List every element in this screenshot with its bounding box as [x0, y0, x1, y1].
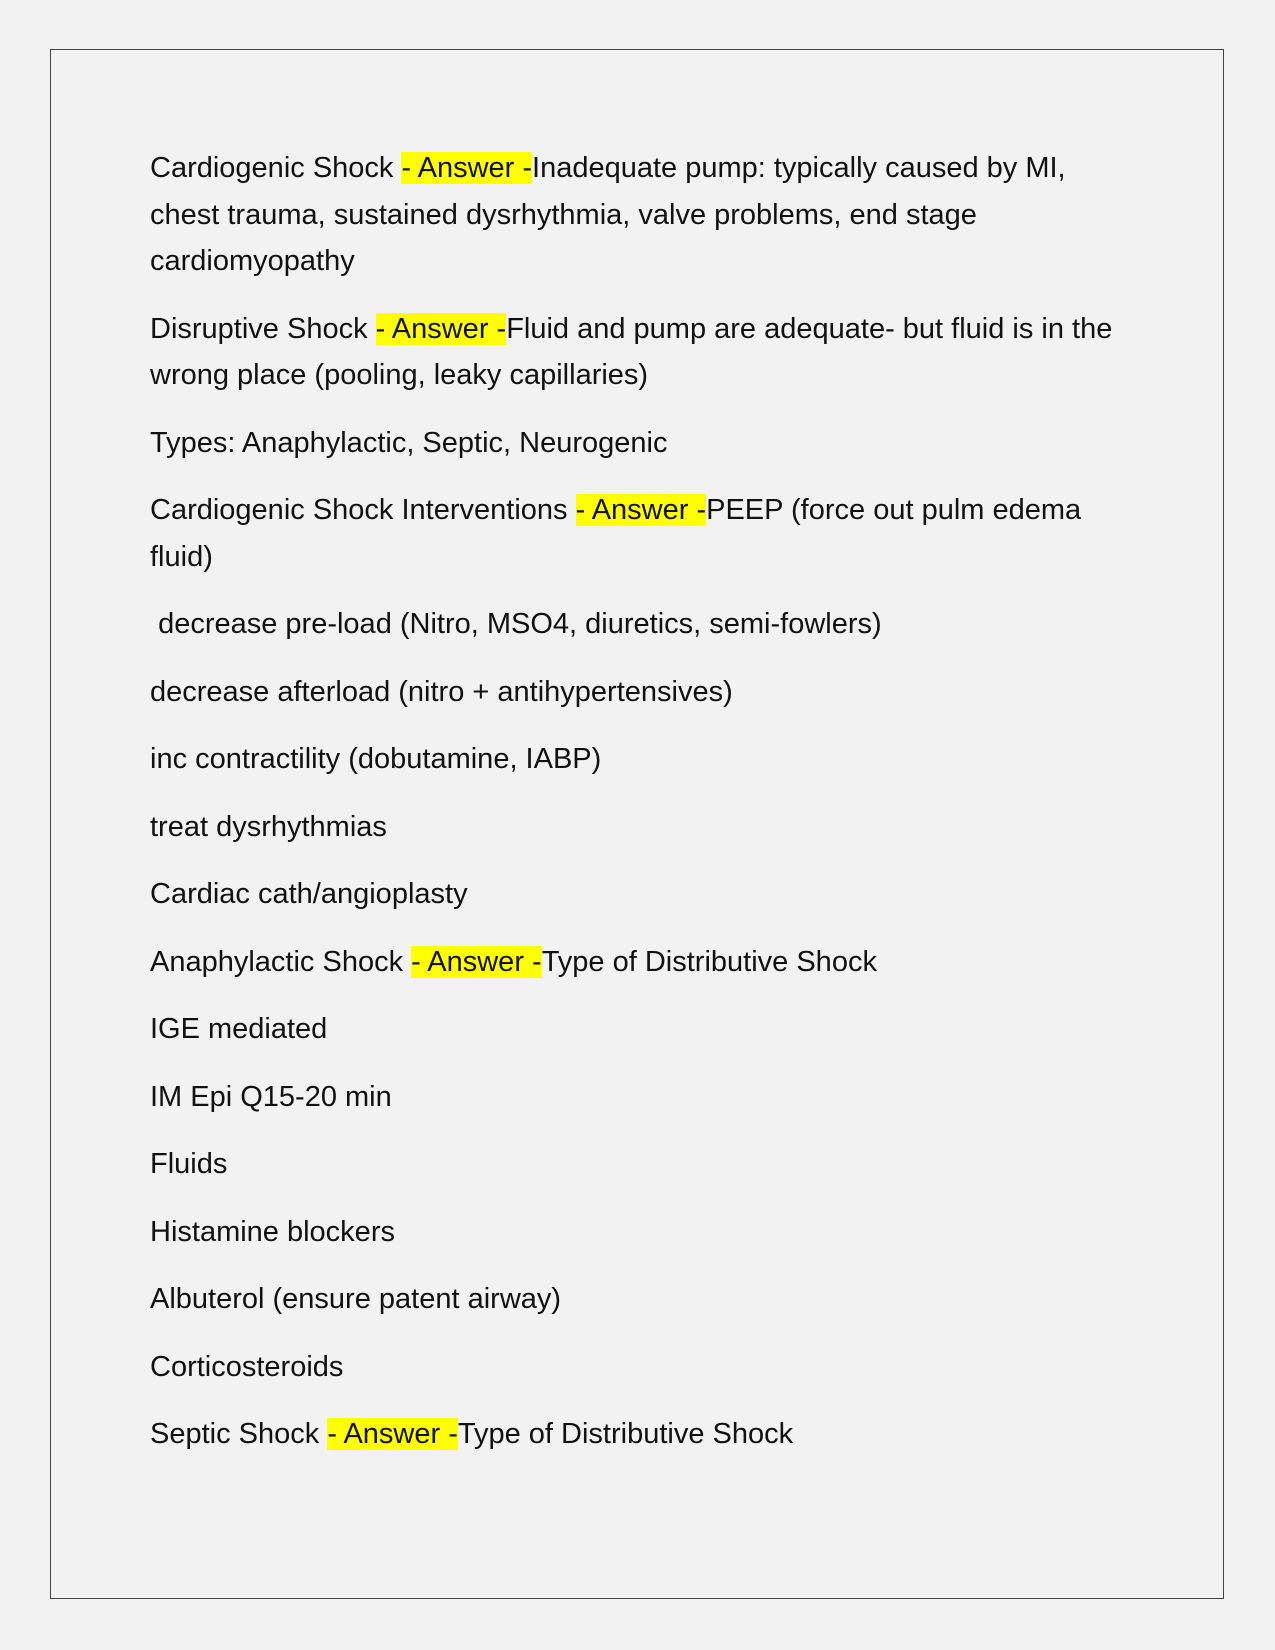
paragraph [150, 1209, 1130, 1256]
definition: decrease pre-load (Nitro, MSO4, diuretics, semi-fowlers) [150, 608, 882, 640]
definition: Fluids [150, 1148, 228, 1180]
definition: Type of Distributive Shock [457, 1418, 794, 1450]
definition: Corticosteroids [150, 1350, 344, 1383]
definition: decrease afterload (nitro + antihypertensives) [150, 675, 733, 708]
document-body [150, 145, 1130, 1479]
term: Cardiogenic Shock Interventions [150, 494, 576, 526]
paragraph [150, 145, 1130, 285]
paragraph [150, 487, 1130, 580]
paragraph [150, 601, 1130, 648]
definition: inc contractility (dobutamine, IABP) [150, 743, 602, 775]
paragraph [150, 804, 1130, 851]
term: Disruptive Shock [150, 312, 376, 345]
paragraph [150, 1006, 1130, 1053]
definition: Type of Distributive Shock [541, 945, 877, 978]
definition: Types: Anaphylactic, Septic, Neurogenic [150, 426, 668, 459]
definition: Inadequate pump: typically caused by MI, chest trauma, sustained dysrhythmia, valve problems, end stage cardiomyopathy [150, 152, 1066, 277]
answer-marker: - Answer - [411, 945, 542, 978]
paragraph [150, 306, 1130, 399]
paragraph [150, 1141, 1130, 1188]
definition: PEEP (force out pulm edema fluid) [150, 494, 1082, 573]
answer-marker: - Answer - [401, 152, 533, 184]
definition: IM Epi Q15-20 min [150, 1080, 392, 1113]
paragraph [150, 736, 1130, 783]
definition: IGE mediated [150, 1013, 328, 1045]
paragraph [150, 1074, 1130, 1121]
definition: Albuterol (ensure patent airway) [150, 1283, 562, 1315]
answer-marker: - Answer - [375, 312, 507, 345]
term: Cardiogenic Shock [150, 152, 402, 184]
paragraph [150, 1344, 1130, 1391]
paragraph [150, 669, 1130, 716]
paragraph [150, 420, 1130, 467]
paragraph [150, 939, 1130, 986]
paragraph [150, 1276, 1130, 1323]
answer-marker: - Answer - [327, 1418, 458, 1450]
paragraph [150, 1411, 1130, 1458]
term: Anaphylactic Shock [150, 945, 412, 978]
term: Septic Shock [150, 1418, 328, 1450]
answer-marker: - Answer - [575, 494, 707, 526]
definition: treat dysrhythmias [150, 810, 387, 843]
definition: Cardiac cath/angioplasty [150, 878, 468, 910]
definition: Histamine blockers [150, 1215, 395, 1248]
paragraph [150, 871, 1130, 918]
definition: Fluid and pump are adequate- but fluid is in the wrong place (pooling, leaky capillaries) [150, 312, 1113, 391]
